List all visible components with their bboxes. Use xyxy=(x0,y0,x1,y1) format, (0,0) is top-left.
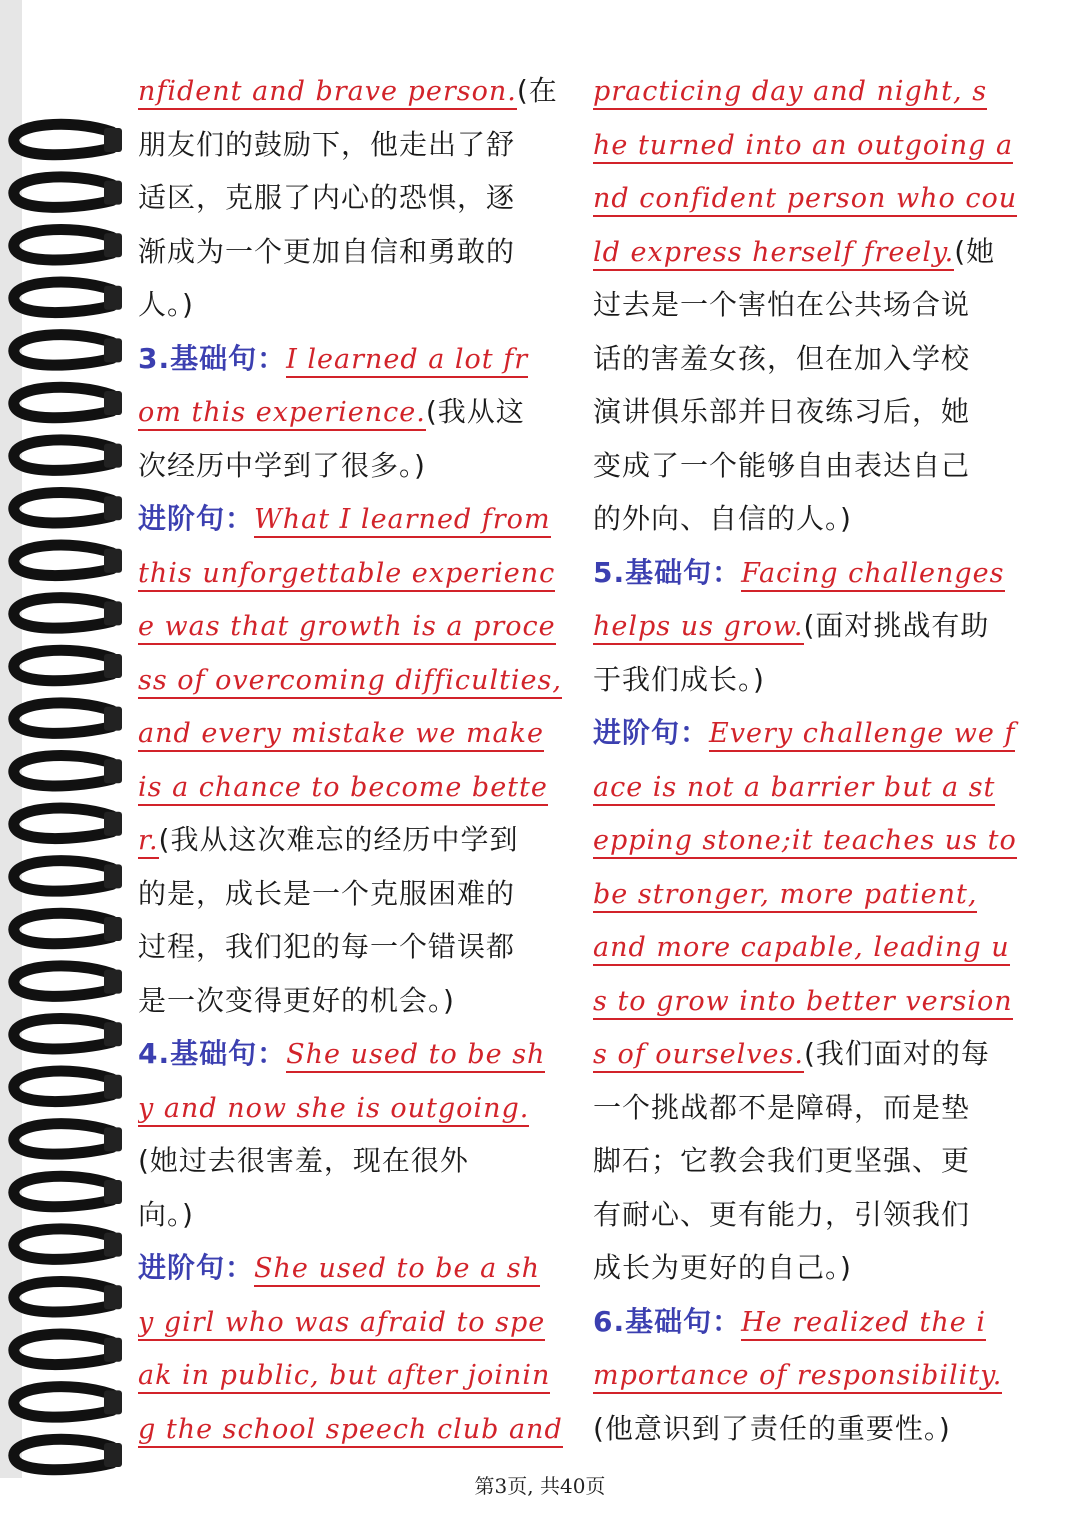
binding-hole xyxy=(104,1233,122,1257)
english-sentence: om this experience. xyxy=(138,397,426,431)
binding-hole xyxy=(104,1127,122,1151)
chinese-translation: 一个挑战都不是障碍，而是垫 xyxy=(593,1090,971,1124)
english-sentence: Facing challenges xyxy=(741,558,1004,592)
binding-ring xyxy=(14,440,112,470)
right-text-line xyxy=(593,1348,1029,1402)
sentence-label: 5.基础句： xyxy=(593,555,742,589)
english-sentence: he turned into an outgoing a xyxy=(593,130,1013,164)
chinese-translation: (我从这次难忘的经历中学到 xyxy=(158,823,519,856)
binding-ring xyxy=(14,755,112,785)
binding-ring xyxy=(14,650,112,680)
chinese-translation: 演讲俱乐部并日夜练习后，她 xyxy=(593,395,971,428)
left-text-line xyxy=(138,920,574,974)
binding-ring xyxy=(14,492,112,522)
binding-ring xyxy=(14,1334,112,1364)
english-sentence: is a chance to become bette xyxy=(138,772,548,806)
english-sentence: She used to be a sh xyxy=(254,1253,540,1287)
english-sentence: epping stone;it teaches us to xyxy=(593,825,1017,859)
right-text-line xyxy=(593,599,1029,653)
english-sentence: I learned a lot fr xyxy=(286,344,528,378)
left-text-line xyxy=(138,118,574,172)
chinese-translation: 话的害羞女孩，但在加入学校 xyxy=(593,341,971,375)
english-sentence: mportance of responsibility. xyxy=(593,1360,1002,1394)
binding-hole xyxy=(104,181,122,205)
right-text-line xyxy=(593,974,1029,1028)
binding-ring xyxy=(14,545,112,575)
left-text-line xyxy=(138,332,574,386)
left-text-line xyxy=(138,653,574,707)
english-sentence: this unforgettable experienc xyxy=(138,558,555,592)
left-text-line xyxy=(138,1295,574,1349)
chinese-translation: 次经历中学到了很多。) xyxy=(138,448,426,482)
binding-ring xyxy=(14,1439,112,1469)
right-text-line xyxy=(593,332,1029,386)
english-sentence: He realized the i xyxy=(741,1307,986,1341)
right-text-line xyxy=(593,653,1029,707)
english-sentence: ld express herself freely. xyxy=(593,237,954,271)
page-footer: 第3页, 共40页 xyxy=(474,1474,606,1498)
left-column xyxy=(138,64,574,1455)
chinese-translation: (我们面对的每 xyxy=(803,1037,990,1070)
english-sentence: and more capable, leading u xyxy=(593,932,1010,966)
chinese-translation: 适区，克服了内心的恐惧，逐 xyxy=(138,181,516,214)
spiral-binding xyxy=(0,0,128,1478)
binding-ring xyxy=(14,282,112,312)
sentence-label: 4.基础句： xyxy=(138,1037,287,1070)
binding-hole xyxy=(104,864,122,888)
binding-ring xyxy=(14,335,112,365)
right-text-line xyxy=(593,492,1029,546)
english-sentence: ak in public, but after joinin xyxy=(138,1360,550,1394)
left-text-line xyxy=(138,492,574,546)
binding-ring xyxy=(14,1124,112,1154)
right-text-line xyxy=(593,118,1029,172)
left-text-line xyxy=(138,64,574,118)
binding-ring xyxy=(14,703,112,733)
english-sentence: r. xyxy=(138,825,159,859)
chinese-translation: (我从这 xyxy=(425,395,525,428)
left-text-line xyxy=(138,867,574,921)
english-sentence: s of ourselves. xyxy=(593,1039,804,1073)
binding-hole xyxy=(104,1390,122,1414)
chinese-translation: 是一次变得更好的机会。) xyxy=(138,983,455,1017)
left-text-line xyxy=(138,278,574,332)
binding-ring xyxy=(14,913,112,943)
english-sentence: y and now she is outgoing. xyxy=(138,1093,529,1127)
left-text-line xyxy=(138,813,574,867)
chinese-translation: 变成了一个能够自由表达自己 xyxy=(593,448,971,482)
right-text-line xyxy=(593,1241,1029,1295)
binding-ring xyxy=(14,1176,112,1206)
binding-ring xyxy=(14,177,112,207)
chinese-translation: (他意识到了责任的重要性。) xyxy=(593,1411,951,1445)
chinese-translation: 的外向、自信的人。) xyxy=(593,502,852,535)
english-sentence: nfident and brave person. xyxy=(138,76,517,110)
left-text-line xyxy=(138,599,574,653)
binding-ring xyxy=(14,598,112,628)
left-text-line xyxy=(138,225,574,279)
sentence-label: 3.基础句： xyxy=(138,341,287,375)
left-text-line xyxy=(138,1402,574,1456)
sentence-label: 进阶句： xyxy=(593,716,710,749)
binding-hole xyxy=(104,391,122,415)
sentence-label: 进阶句： xyxy=(138,502,255,535)
binding-hole xyxy=(104,286,122,310)
right-text-line xyxy=(593,1402,1029,1456)
binding-hole xyxy=(104,812,122,836)
english-sentence: g the school speech club and xyxy=(138,1414,563,1448)
binding-hole xyxy=(104,1022,122,1046)
english-sentence: She used to be sh xyxy=(286,1039,545,1073)
binding-hole xyxy=(104,549,122,573)
english-sentence: What I learned from xyxy=(254,504,551,538)
right-text-line xyxy=(593,1134,1029,1188)
left-text-line xyxy=(138,439,574,493)
right-text-line xyxy=(593,813,1029,867)
chinese-translation: 于我们成长。) xyxy=(593,662,765,696)
english-sentence: practicing day and night, s xyxy=(593,76,987,110)
binding-hole xyxy=(104,496,122,520)
chinese-translation: (她过去很害羞，现在很外 xyxy=(138,1144,469,1177)
binding-hole xyxy=(104,654,122,678)
binding-hole xyxy=(104,1180,122,1204)
left-text-line xyxy=(138,1188,574,1242)
binding-hole xyxy=(104,128,122,152)
binding-ring xyxy=(14,966,112,996)
left-text-line xyxy=(138,1241,574,1295)
binding-ring xyxy=(14,1281,112,1311)
right-text-line xyxy=(593,706,1029,760)
right-text-line xyxy=(593,225,1029,279)
chinese-translation: 脚石；它教会我们更坚强、更 xyxy=(593,1144,971,1177)
binding-hole xyxy=(104,444,122,468)
chinese-translation: 成长为更好的自己。) xyxy=(593,1251,852,1284)
left-text-line xyxy=(138,1081,574,1135)
left-text-line xyxy=(138,546,574,600)
binding-ring xyxy=(14,229,112,259)
right-text-line xyxy=(593,867,1029,921)
binding-ring xyxy=(14,1018,112,1048)
binding-ring xyxy=(14,861,112,891)
english-sentence: ss of overcoming difficulties, xyxy=(138,665,562,699)
binding-ring xyxy=(14,1387,112,1417)
chinese-translation: 过程，我们犯的每一个错误都 xyxy=(138,930,516,963)
right-text-line xyxy=(593,64,1029,118)
right-text-line xyxy=(593,760,1029,814)
chinese-translation: (她 xyxy=(954,234,996,268)
left-text-line xyxy=(138,1027,574,1081)
binding-hole xyxy=(104,1443,122,1467)
left-text-line xyxy=(138,385,574,439)
english-sentence: e was that growth is a proce xyxy=(138,611,556,645)
right-text-line xyxy=(593,1188,1029,1242)
left-text-line xyxy=(138,1134,574,1188)
binding-ring xyxy=(14,124,112,154)
english-sentence: nd confident person who cou xyxy=(593,183,1017,217)
english-sentence: helps us grow. xyxy=(593,611,804,645)
chinese-translation: 的是，成长是一个克服困难的 xyxy=(138,876,516,910)
binding-ring xyxy=(14,387,112,417)
binding-ring xyxy=(14,1229,112,1259)
sentence-label: 6.基础句： xyxy=(593,1304,742,1338)
right-text-line xyxy=(593,1081,1029,1135)
left-text-line xyxy=(138,760,574,814)
chinese-translation: 向。) xyxy=(138,1197,194,1231)
chinese-translation: (在 xyxy=(516,74,558,107)
right-text-line xyxy=(593,171,1029,225)
chinese-translation: 过去是一个害怕在公共场合说 xyxy=(593,288,971,321)
left-text-line xyxy=(138,1348,574,1402)
binding-hole xyxy=(104,233,122,257)
binding-hole xyxy=(104,970,122,994)
right-text-line xyxy=(593,385,1029,439)
english-sentence: y girl who was afraid to spe xyxy=(138,1307,545,1341)
right-text-line xyxy=(593,920,1029,974)
binding-hole xyxy=(104,759,122,783)
binding-hole xyxy=(104,338,122,362)
binding-hole xyxy=(104,707,122,731)
right-column xyxy=(593,64,1029,1455)
chinese-translation: 有耐心、更有能力，引领我们 xyxy=(593,1197,971,1231)
left-text-line xyxy=(138,974,574,1028)
binding-hole xyxy=(104,601,122,625)
binding-hole xyxy=(104,1338,122,1362)
right-text-line xyxy=(593,1027,1029,1081)
chinese-translation: 渐成为一个更加自信和勇敢的 xyxy=(138,234,516,268)
right-text-line xyxy=(593,546,1029,600)
english-sentence: s to grow into better version xyxy=(593,986,1013,1020)
english-sentence: be stronger, more patient, xyxy=(593,879,977,913)
chinese-translation: (面对挑战有助 xyxy=(803,609,990,642)
binding-ring xyxy=(14,1071,112,1101)
english-sentence: ace is not a barrier but a st xyxy=(593,772,995,806)
chinese-translation: 人。) xyxy=(138,288,194,321)
binding-hole xyxy=(104,1285,122,1309)
sentence-label: 进阶句： xyxy=(138,1251,255,1284)
left-text-line xyxy=(138,706,574,760)
chinese-translation: 朋友们的鼓励下，他走出了舒 xyxy=(138,127,516,161)
right-text-line xyxy=(593,439,1029,493)
binding-ring xyxy=(14,808,112,838)
english-sentence: Every challenge we f xyxy=(709,718,1015,752)
left-text-line xyxy=(138,171,574,225)
right-text-line xyxy=(593,1295,1029,1349)
right-text-line xyxy=(593,278,1029,332)
english-sentence: and every mistake we make xyxy=(138,718,544,752)
binding-hole xyxy=(104,917,122,941)
binding-hole xyxy=(104,1075,122,1099)
